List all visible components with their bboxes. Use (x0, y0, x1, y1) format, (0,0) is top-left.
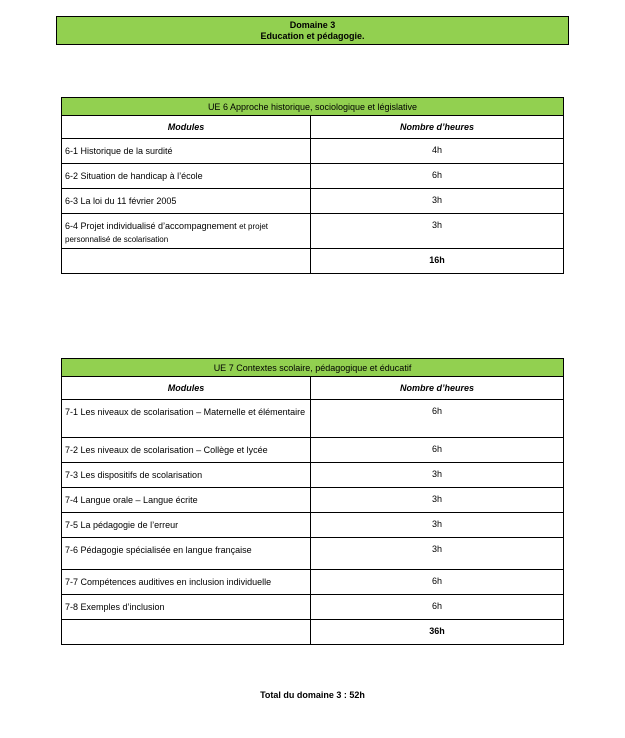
ue7-col-modules: Modules (62, 377, 311, 400)
module-hours: 3h (311, 189, 564, 214)
module-hours: 3h (311, 214, 564, 249)
module-hours: 3h (311, 513, 564, 538)
module-name: 7-7 Compétences auditives en inclusion individuelle (62, 570, 311, 595)
module-hours: 6h (311, 438, 564, 463)
table-row (62, 400, 564, 438)
ue7-table (61, 358, 564, 645)
domain-title: Domaine 3 (289, 19, 336, 30)
domain-total: Total du domaine 3 : 52h (260, 690, 365, 700)
table-row (62, 214, 564, 249)
ue6-table (61, 97, 564, 274)
ue6-total: 16h (311, 249, 564, 274)
module-hours: 3h (311, 488, 564, 513)
module-name-detail: et projet personnalisé de scolarisation (65, 222, 269, 244)
ue7-col-hours: Nombre d’heures (311, 377, 564, 400)
module-name: 7-2 Les niveaux de scolarisation – Collège et lycée (62, 438, 311, 463)
module-name: 6-2 Situation de handicap à l’école (62, 164, 311, 189)
table-row (62, 139, 564, 164)
domain-subtitle: Education et pédagogie. (260, 30, 365, 41)
module-name: 6-1 Historique de la surdité (62, 139, 311, 164)
module-name: 7-6 Pédagogie spécialisée en langue française (62, 538, 311, 570)
module-name-main: 6-4 Projet individualisé d’accompagnement (65, 221, 237, 231)
module-hours: 3h (311, 538, 564, 570)
module-name: 6-3 La loi du 11 février 2005 (62, 189, 311, 214)
ue7-title: UE 7 Contextes scolaire, pédagogique et éducatif (62, 359, 564, 377)
table-row (62, 595, 564, 620)
ue6-col-modules: Modules (62, 116, 311, 139)
module-name: 7-1 Les niveaux de scolarisation – Maternelle et élémentaire (62, 400, 311, 438)
module-hours: 6h (311, 400, 564, 438)
domain-header (56, 16, 569, 45)
module-hours: 6h (311, 570, 564, 595)
table-row (62, 438, 564, 463)
total-empty-cell (62, 249, 311, 274)
table-row (62, 164, 564, 189)
module-name: 7-8 Exemples d’inclusion (62, 595, 311, 620)
ue6-col-hours: Nombre d’heures (311, 116, 564, 139)
table-row (62, 513, 564, 538)
table-row (62, 538, 564, 570)
module-hours: 6h (311, 595, 564, 620)
total-row (62, 620, 564, 645)
table-row (62, 488, 564, 513)
module-hours: 6h (311, 164, 564, 189)
module-hours: 4h (311, 139, 564, 164)
total-row (62, 249, 564, 274)
module-name (62, 214, 311, 249)
ue7-total: 36h (311, 620, 564, 645)
table-row (62, 189, 564, 214)
module-name: 7-5 La pédagogie de l’erreur (62, 513, 311, 538)
ue6-title: UE 6 Approche historique, sociologique et législative (62, 98, 564, 116)
module-hours: 3h (311, 463, 564, 488)
module-name: 7-3 Les dispositifs de scolarisation (62, 463, 311, 488)
total-empty-cell (62, 620, 311, 645)
table-row (62, 570, 564, 595)
module-name: 7-4 Langue orale – Langue écrite (62, 488, 311, 513)
table-row (62, 463, 564, 488)
